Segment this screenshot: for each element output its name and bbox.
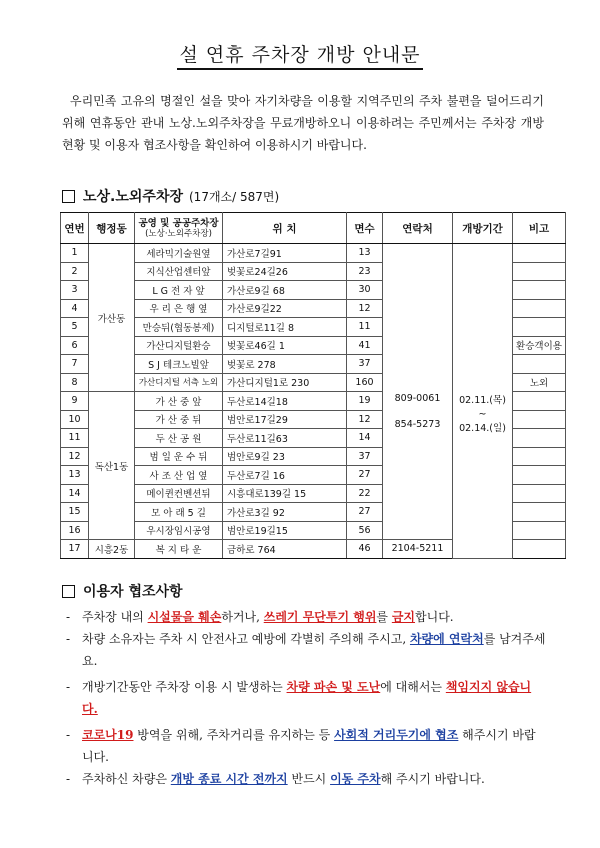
cell-no: 9 (61, 392, 89, 411)
cell-loc: 가산로7길91 (223, 244, 347, 263)
cell-contact: 2104-5211 (383, 540, 453, 559)
cell-loc: 범안로19길15 (223, 521, 347, 540)
cell-spaces: 37 (347, 355, 383, 374)
list-item: - 코로나19 방역을 위해, 주차거리를 유지하는 등 사회적 거리두기에 협조 해주시기 바랍니다. (66, 728, 536, 764)
cell-spaces: 12 (347, 299, 383, 318)
cell-remark (513, 244, 566, 263)
cell-name: 세라믹기술원옆 (135, 244, 223, 263)
cell-remark (513, 281, 566, 300)
cell-loc: 가산로9길22 (223, 299, 347, 318)
cell-no: 17 (61, 540, 89, 559)
cell-name: 만승뒤(협동봉제) (135, 318, 223, 337)
cell-remark (513, 429, 566, 448)
col-header-no: 연번 (61, 213, 89, 244)
cell-no: 8 (61, 373, 89, 392)
cell-loc: 범안로9길 23 (223, 447, 347, 466)
cell-name: L G 전 자 앞 (135, 281, 223, 300)
cell-name: 지식산업센터앞 (135, 262, 223, 281)
intro-paragraph: 우리민족 고유의 명절인 설을 맞아 자기차량을 이용할 지역주민의 주차 불편을 덜어드리기 위해 연휴동안 관내 노상.노외주차장을 무료개방하오니 이용하려는 주민께서는 주차장 개방 현황 및 이용자 협조사항을 확인하여 이용하시기 바랍니다. (62, 94, 544, 152)
cell-no: 2 (61, 262, 89, 281)
cell-spaces: 11 (347, 318, 383, 337)
list-item: - 차량 소유자는 주차 시 안전사고 예방에 각별히 주의해 주시고, 차량에 연락처를 남겨주세요. (66, 632, 546, 668)
table-row (61, 244, 566, 263)
cell-name: 사 조 산 업 옆 (135, 466, 223, 485)
cell-remark (513, 484, 566, 503)
cell-loc: 두산로7길 16 (223, 466, 347, 485)
cell-name: 가산디지털 서측 노외 (135, 373, 223, 392)
cell-spaces: 30 (347, 281, 383, 300)
cell-remark (513, 299, 566, 318)
cell-loc: 금하로 764 (223, 540, 347, 559)
cell-no: 4 (61, 299, 89, 318)
page-title: 설 연휴 주차장 개방 안내문 (0, 40, 600, 70)
cell-name: 가 산 중 뒤 (135, 410, 223, 429)
cell-spaces: 56 (347, 521, 383, 540)
cell-spaces: 12 (347, 410, 383, 429)
cell-loc: 가산로3길 92 (223, 503, 347, 522)
cell-spaces: 23 (347, 262, 383, 281)
col-header-loc: 위 치 (223, 213, 347, 244)
list-item: - 주차장 내의 시설물을 훼손하거나, 쓰레기 무단투기 행위를 금지합니다. (66, 610, 454, 624)
cell-period: 02.11.(목) ~ 02.14.(일) (453, 244, 513, 559)
cell-spaces: 13 (347, 244, 383, 263)
cell-name: 우시장임시공영 (135, 521, 223, 540)
cell-remark: 노외 (513, 373, 566, 392)
cell-no: 5 (61, 318, 89, 337)
cell-name: 가 산 중 앞 (135, 392, 223, 411)
cell-loc: 범안로17길29 (223, 410, 347, 429)
cell-name: 두 산 공 원 (135, 429, 223, 448)
cell-no: 10 (61, 410, 89, 429)
cooperation-notes (66, 606, 546, 790)
cell-spaces: 27 (347, 503, 383, 522)
cell-spaces: 27 (347, 466, 383, 485)
cell-remark (513, 355, 566, 374)
cell-dong: 가산동 (89, 244, 135, 392)
cell-loc: 두산로11길63 (223, 429, 347, 448)
cell-loc: 벚꽃로46길 1 (223, 336, 347, 355)
cell-name: 복 지 타 운 (135, 540, 223, 559)
cell-no: 15 (61, 503, 89, 522)
cell-no: 12 (61, 447, 89, 466)
cell-no: 1 (61, 244, 89, 263)
cell-remark (513, 447, 566, 466)
cell-spaces: 14 (347, 429, 383, 448)
cell-remark: 환승객이용 (513, 336, 566, 355)
checkbox-square-icon (62, 585, 75, 598)
cell-loc: 시흥대로139길 15 (223, 484, 347, 503)
cell-remark (513, 521, 566, 540)
cell-spaces: 37 (347, 447, 383, 466)
section-title: 노상.노외주차장 (83, 189, 183, 205)
section-count: (17개소/ 587면) (189, 189, 280, 204)
cell-remark (513, 392, 566, 411)
cell-remark (513, 466, 566, 485)
cell-loc: 디지털로11길 8 (223, 318, 347, 337)
cell-name: 우 리 은 행 옆 (135, 299, 223, 318)
cell-name: 범 일 운 수 뒤 (135, 447, 223, 466)
cell-loc: 벚꽃로 278 (223, 355, 347, 374)
list-item: - 주차하신 차량은 개방 종료 시간 전까지 반드시 이동 주차해 주시기 바랍니다. (66, 772, 485, 786)
col-header-name: 공영 및 공공주차장 (노상·노외주차장) (135, 213, 223, 244)
cell-remark (513, 262, 566, 281)
section-title: 이용자 협조사항 (83, 584, 183, 600)
col-header-spaces: 면수 (347, 213, 383, 244)
col-header-period: 개방기간 (453, 213, 513, 244)
cell-no: 3 (61, 281, 89, 300)
cell-no: 11 (61, 429, 89, 448)
cell-remark (513, 318, 566, 337)
cell-remark (513, 410, 566, 429)
cell-loc: 가산디지털1로 230 (223, 373, 347, 392)
cell-loc: 가산로9길 68 (223, 281, 347, 300)
cell-no: 14 (61, 484, 89, 503)
cell-spaces: 22 (347, 484, 383, 503)
section-heading-cooperation (62, 581, 183, 601)
table-header-row (61, 213, 566, 244)
cell-name: 가산디지털환승 (135, 336, 223, 355)
cell-remark (513, 540, 566, 559)
cell-no: 13 (61, 466, 89, 485)
cell-name: 모 아 래 5 길 (135, 503, 223, 522)
cell-name: S J 테크노빌앞 (135, 355, 223, 374)
parking-table (60, 212, 566, 559)
cell-loc: 벚꽃로24길26 (223, 262, 347, 281)
section-heading-parking (62, 186, 279, 206)
cell-loc: 두산로14길18 (223, 392, 347, 411)
cell-spaces: 41 (347, 336, 383, 355)
cell-name: 메이퀸컨벤션뒤 (135, 484, 223, 503)
col-header-dong: 행정동 (89, 213, 135, 244)
cell-spaces: 46 (347, 540, 383, 559)
cell-dong: 시흥2동 (89, 540, 135, 559)
cell-no: 16 (61, 521, 89, 540)
cell-no: 7 (61, 355, 89, 374)
cell-dong: 독산1동 (89, 392, 135, 540)
col-header-remark: 비고 (513, 213, 566, 244)
col-header-contact: 연락처 (383, 213, 453, 244)
cell-remark (513, 503, 566, 522)
cell-contact: 809-0061 854-5273 (383, 244, 453, 540)
cell-spaces: 160 (347, 373, 383, 392)
list-item: - 개방기간동안 주차장 이용 시 발생하는 차량 파손 및 도난에 대해서는 책임지지 않습니다. (66, 680, 532, 716)
checkbox-square-icon (62, 190, 75, 203)
cell-spaces: 19 (347, 392, 383, 411)
cell-no: 6 (61, 336, 89, 355)
